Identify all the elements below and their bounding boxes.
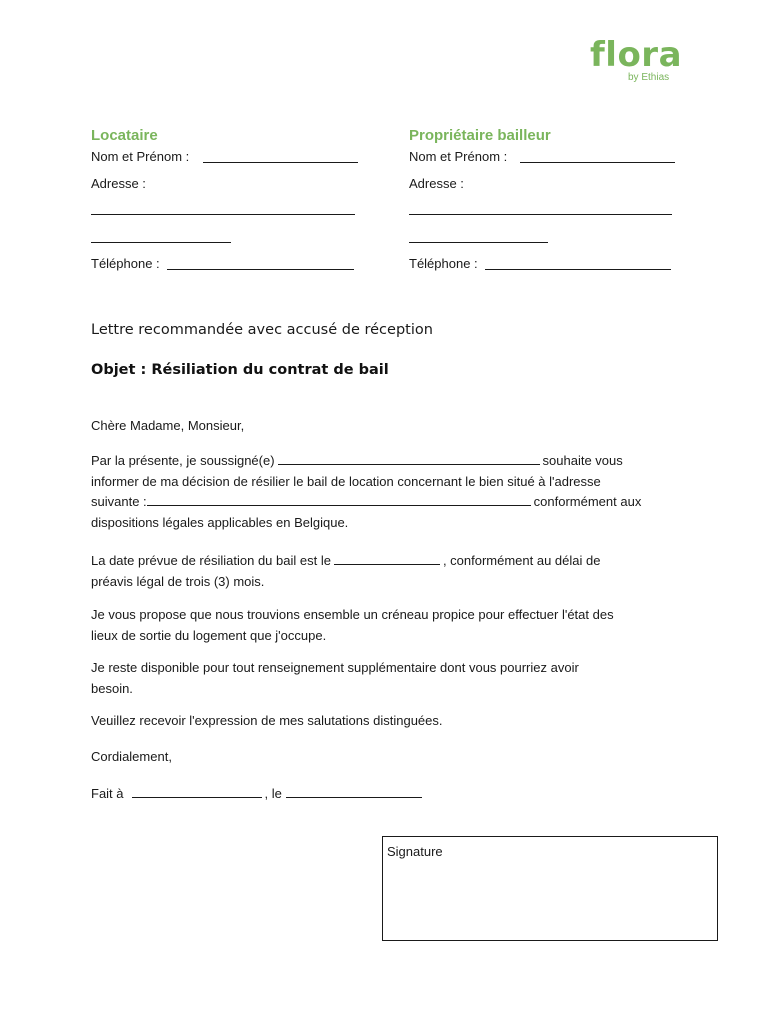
paragraph-1 xyxy=(91,451,691,533)
place-date-line xyxy=(91,784,491,805)
place-label: Fait à xyxy=(91,786,124,801)
tenant-name-field[interactable] xyxy=(203,162,358,163)
tenant-name-label: Nom et Prénom : xyxy=(91,149,190,164)
p1-text-a: Par la présente, je soussigné(e) xyxy=(91,453,275,468)
regards: Cordialement, xyxy=(91,749,172,764)
p1-text-d: suivante : xyxy=(91,494,147,509)
delivery-mode: Lettre recommandée avec accusé de réception xyxy=(91,322,433,338)
tenant-heading: Locataire xyxy=(91,127,158,144)
signature-box[interactable] xyxy=(382,836,718,941)
date-field[interactable] xyxy=(286,785,422,798)
undersigned-name-field[interactable] xyxy=(278,452,540,465)
tenant-address-line-1[interactable] xyxy=(91,214,355,215)
signature-label: Signature xyxy=(387,844,443,859)
tenant-phone-label: Téléphone : xyxy=(91,256,160,271)
logo-tagline: by Ethias xyxy=(628,72,670,83)
paragraph-4 xyxy=(91,658,711,699)
tenant-address-label: Adresse : xyxy=(91,176,146,191)
landlord-name-field[interactable] xyxy=(520,162,675,163)
letter-subject: Objet : Résiliation du contrat de bail xyxy=(91,362,389,378)
landlord-address-label: Adresse : xyxy=(409,176,464,191)
landlord-address-line-2[interactable] xyxy=(409,242,548,243)
landlord-address-line-1[interactable] xyxy=(409,214,672,215)
paragraph-3 xyxy=(91,605,711,646)
p4-text-b: besoin. xyxy=(91,680,133,696)
p1-text-e: conformément aux xyxy=(533,494,642,509)
landlord-name-label: Nom et Prénom : xyxy=(409,149,508,164)
place-field[interactable] xyxy=(132,785,262,798)
flora-logo xyxy=(590,35,700,83)
logo-wordmark: flora xyxy=(590,35,683,75)
p1-text-b: souhaite vous xyxy=(542,453,623,468)
p2-text-a: La date prévue de résiliation du bail est le xyxy=(91,553,331,568)
p1-text-c: informer de ma décision de résilier le bail de location concernant le bien situé à l'adresse xyxy=(91,473,601,489)
closing-formula: Veuillez recevoir l'expression de mes salutations distinguées. xyxy=(91,713,443,728)
landlord-phone-field[interactable] xyxy=(485,269,671,270)
salutation: Chère Madame, Monsieur, xyxy=(91,418,245,433)
p2-text-b: , conformément au délai de xyxy=(442,553,601,568)
tenant-address-line-2[interactable] xyxy=(91,242,231,243)
landlord-heading: Propriétaire bailleur xyxy=(409,127,551,144)
date-label: , le xyxy=(264,786,282,801)
property-address-field[interactable] xyxy=(147,493,531,506)
p3-text-a: Je vous propose que nous trouvions ensemble un créneau propice pour effectuer l'état des xyxy=(91,607,614,622)
termination-date-field[interactable] xyxy=(334,552,440,565)
landlord-phone-label: Téléphone : xyxy=(409,256,478,271)
tenant-phone-field[interactable] xyxy=(167,269,354,270)
p2-text-c: préavis légal de trois (3) mois. xyxy=(91,573,265,589)
paragraph-2 xyxy=(91,551,691,592)
p1-text-f: dispositions légales applicables en Belgique. xyxy=(91,514,349,530)
p4-text-a: Je reste disponible pour tout renseignement supplémentaire dont vous pourriez avoir xyxy=(91,660,579,675)
p3-text-b: lieux de sortie du logement que j'occupe. xyxy=(91,627,327,643)
